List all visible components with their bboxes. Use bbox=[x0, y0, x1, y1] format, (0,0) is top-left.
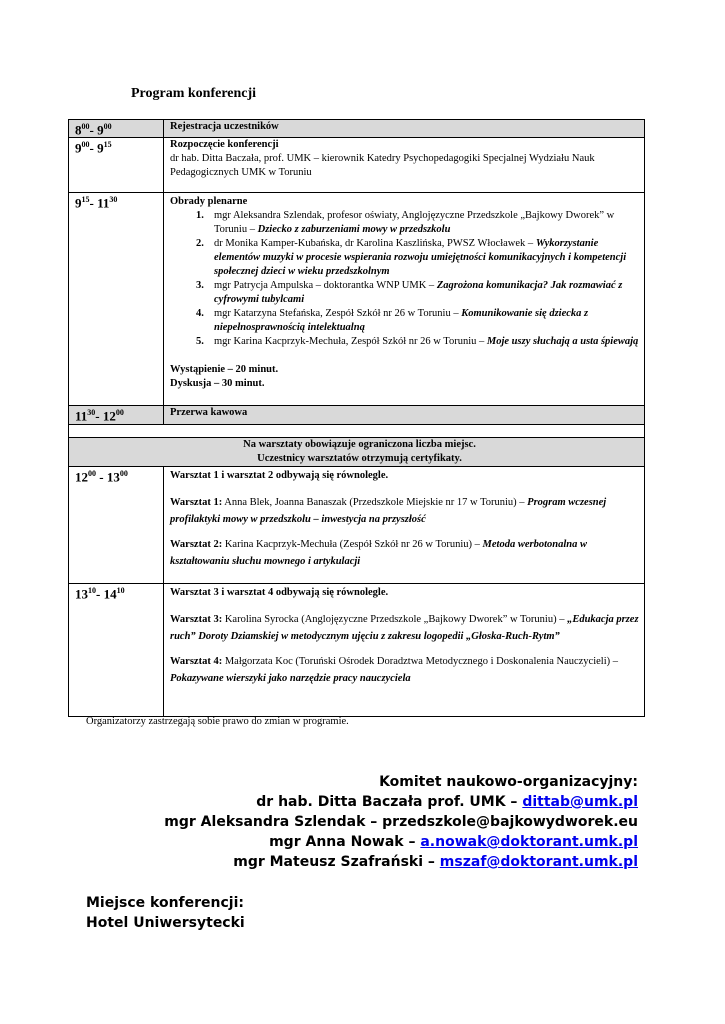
time-cell: $8^{00}-$ $9^{00}$ bbox=[69, 120, 164, 138]
committee-member: mgr Aleksandra Szlendak – przedszkole@bajkowydworek.eu bbox=[164, 814, 638, 830]
table-row bbox=[69, 138, 645, 193]
time-cell: $9^{00}-$ $9^{15}$ bbox=[69, 138, 164, 193]
workshop-4: Warsztat 4: Małgorzata Koc (Toruński Ośrodek Doradztwa Metodycznego i Doskonalenia Nauczycieli) – Pokazywane wierszyki jako narzędzie pracy nauczyciela bbox=[170, 655, 618, 684]
talk-duration: Wystąpienie – 20 minut. bbox=[170, 364, 279, 376]
workshops-3-4-cell bbox=[164, 583, 645, 716]
committee-member: dr hab. Ditta Baczała prof. UMK – dittab@umk.pl bbox=[256, 794, 638, 810]
workshop-notice: Na warsztaty obowiązuje ograniczona liczba miejsc. Uczestnicy warsztatów otrzymują certyfikaty. bbox=[69, 437, 645, 466]
table-row bbox=[69, 466, 645, 583]
workshop-3: Warsztat 3: Karolina Syrocka (Anglojęzyczne Przedszkole „Bajkowy Dworek” w Toruniu) – „Edukacja przez ruch” Doroty Dziamskiej w metodycznym ujęciu z zakresu logopedii „Głoska-Ruch-Rytm” bbox=[170, 613, 639, 642]
talk-list bbox=[170, 209, 644, 349]
time-cell: $11^{30}-$ $12^{00}$ bbox=[69, 406, 164, 424]
email-link[interactable]: mszaf@doktorant.umk.pl bbox=[439, 854, 638, 870]
email-link[interactable]: a.nowak@doktorant.umk.pl bbox=[420, 834, 638, 850]
discussion-duration: Dyskusja – 30 minut. bbox=[170, 378, 265, 390]
list-item: 1. mgr Aleksandra Szlendak, profesor oświaty, Anglojęzyczne Przedszkole „Bajkowy Dworek” w Toruniu – Dziecko z zaburzeniami mowy w przedszkolu bbox=[196, 210, 615, 236]
table-row bbox=[69, 120, 645, 138]
venue-heading: Miejsce konferencji: bbox=[86, 895, 244, 911]
workshops-heading: Warsztat 1 i warsztat 2 odbywają się równolegle. bbox=[170, 469, 389, 481]
list-item: 3. mgr Patrycja Ampulska – doktorantka WNP UMK – Zagrożona komunikacja? Jak rozmawiać z cyfrowymi tubylcami bbox=[196, 280, 623, 306]
workshops-1-2-cell bbox=[164, 466, 645, 583]
venue-name: Hotel Uniwersytecki bbox=[86, 915, 245, 931]
plenary-heading: Obrady plenarne bbox=[170, 196, 248, 208]
table-row bbox=[69, 583, 645, 716]
email-link[interactable]: dittab@umk.pl bbox=[522, 794, 638, 810]
time-cell: $13^{10}-$ $14^{10}$ bbox=[69, 583, 164, 716]
table-row bbox=[69, 406, 645, 424]
list-item: 4. mgr Katarzyna Stefańska, Zespół Szkół nr 26 w Toruniu – Komunikowanie się dziecka z niepełnosprawnością intelektualną bbox=[196, 308, 589, 334]
workshop-1: Warsztat 1: Anna Blek, Joanna Banaszak (Przedszkole Miejskie nr 17 w Toruniu) – Program wczesnej profilaktyki mowy w przedszkolu – inwestycja na przyszłość bbox=[170, 496, 607, 525]
workshops-heading: Warsztat 3 i warsztat 4 odbywają się równolegle. bbox=[170, 586, 389, 598]
opening-text: dr hab. Ditta Baczała, prof. UMK – kierownik Katedry Psychopedagogiki Specjalnej Wydziału Nauk Pedagogicznych UMK w Toruniu bbox=[170, 153, 595, 179]
venue-block bbox=[86, 893, 245, 933]
time-cell: $12^{00} - 13^{00}$ bbox=[69, 466, 164, 583]
notice-row bbox=[69, 437, 645, 466]
spacer-row bbox=[69, 424, 645, 437]
list-item: 2. dr Monika Kamper-Kubańska, dr Karolina Kaszlińska, PWSZ Włocławek – Wykorzystanie elementów muzyki w procesie wspierania rozwoju umiejętności komunikacyjnych i kompetencji społecznej dzieci w wieku przedszkolnym bbox=[196, 238, 627, 278]
page-title: Program konferencji bbox=[131, 86, 257, 101]
committee-block bbox=[164, 772, 638, 872]
list-item: 5. mgr Karina Kacprzyk-Mechuła, Zespół Szkół nr 26 w Toruniu – Moje uszy słuchają a usta śpiewają bbox=[196, 336, 639, 348]
coffee-break-label: Przerwa kawowa bbox=[164, 406, 645, 424]
program-table bbox=[68, 119, 645, 717]
committee-heading: Komitet naukowo-organizacyjny: bbox=[379, 774, 638, 790]
changes-note: Organizatorzy zastrzegają sobie prawo do zmian w programie. bbox=[86, 716, 349, 727]
table-row bbox=[69, 193, 645, 406]
committee-member: mgr Anna Nowak – a.nowak@doktorant.umk.pl bbox=[269, 834, 638, 850]
opening-cell bbox=[164, 138, 645, 193]
time-cell: $9^{15}-$ $11^{30}$ bbox=[69, 193, 164, 406]
registration-label: Rejestracja uczestników bbox=[164, 120, 645, 138]
plenary-cell bbox=[164, 193, 645, 406]
committee-member: mgr Mateusz Szafrański – mszaf@doktorant.umk.pl bbox=[233, 854, 638, 870]
workshop-2: Warsztat 2: Karina Kacprzyk-Mechuła (Zespół Szkół nr 26 w Toruniu) – Metoda werbotonalna w kształtowaniu słuchu mownego i artykulacji bbox=[170, 538, 587, 567]
opening-heading: Rozpoczęcie konferencji bbox=[170, 139, 279, 151]
